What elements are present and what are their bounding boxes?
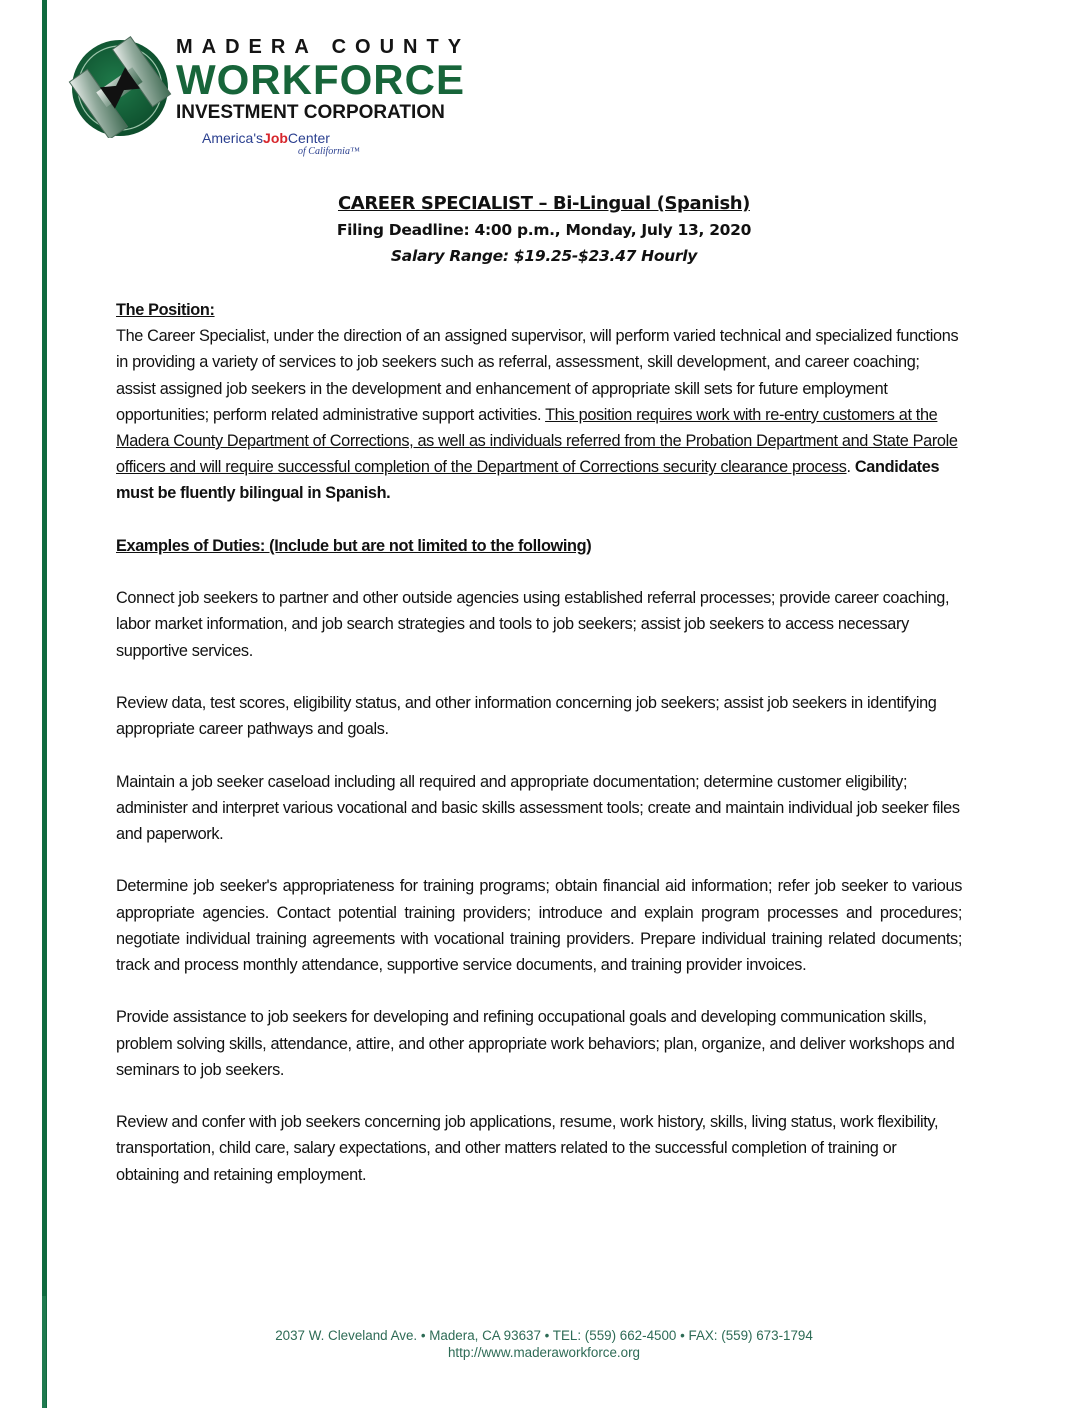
duty-item: Maintain a job seeker caseload including all required and appropriate documentation; determine customer eligibility; administer and interpret various vocational and basic skills assessment tools; create and maintain individual job seeker files and paperwork. (116, 772, 960, 843)
posting-header (0, 191, 1088, 269)
logo-text-madera-county: MADERA COUNTY (176, 36, 471, 58)
logo-text-workforce: WORKFORCE (176, 58, 465, 102)
duty-item: Connect job seekers to partner and other outside agencies using established referral processes; provide career coaching, labor market information, and job search strategies and tools to job seekers; assist job seekers to access necessary supportive services. (116, 589, 950, 660)
americas-job-center-logo (202, 130, 422, 146)
filing-deadline: Filing Deadline: 4:00 p.m., Monday, July 13, 2020 (336, 221, 752, 239)
position-text: The Career Specialist, under the direction of an assigned supervisor, will perform varied technical and specialized functions in providing a variety of services to job seekers such as referral, assessment, skill development, and career coaching; assist assigned job seekers in the development and enhancement of appropriate skill sets for future employment opportunities; perform related administrative support activities. (116, 327, 959, 424)
footer-website-link[interactable]: http://www.maderaworkforce.org (447, 1345, 640, 1360)
bilingual-requirement: Candidates must be fluently bilingual in Spanish. (116, 458, 940, 503)
ajc-prefix: America's (202, 130, 264, 146)
duty-item: Determine job seeker's appropriateness for training programs; obtain financial aid information; refer job seeker to various appropriate agencies. Contact potential training providers; introduce and explain program processes and procedures; negotiate individual training agreements with vocational training providers. Prepare individual training related documents; track and process monthly attendance, supportive service documents, and training provider invoices. (116, 877, 962, 974)
organization-logo (64, 30, 494, 170)
ajc-of-california: of California™ (298, 146, 360, 157)
position-requirement-text: This position requires work with re-entry customers at the Madera County Department of Corrections, as well as individuals referred from the Probation Department and State Parole officers and will require successful completion of the Department of Corrections security clearance process (116, 405, 958, 477)
workforce-emblem-icon (68, 34, 172, 138)
position-paragraph (116, 323, 962, 506)
logo-text-investment-corporation: INVESTMENT CORPORATION (176, 102, 445, 123)
position-heading: The Position: (116, 301, 215, 319)
duties-heading: Examples of Duties: (Include but are not limited to the following) (116, 536, 592, 555)
duty-item: Review and confer with job seekers concerning job applications, resume, work history, skills, living status, work flexibility, transportation, child care, salary expectations, and other matters related to the successful completion of training or obtaining and retaining employment. (116, 1113, 939, 1184)
footer-address: 2037 W. Cleveland Ave. • Madera, CA 93637 • TEL: (559) 662-4500 • FAX: (559) 673-1794 (275, 1328, 813, 1343)
duty-item: Provide assistance to job seekers for developing and refining occupational goals and developing communication skills, problem solving skills, attendance, attire, and other appropriate work behaviors; plan, organize, and deliver workshops and seminars to job seekers. (116, 1008, 955, 1079)
page-footer (0, 1327, 1088, 1361)
salary-range: Salary Range: $19.25-$23.47 Hourly (390, 247, 698, 265)
americas-job-center-block (202, 130, 422, 158)
logo-wordmark (176, 36, 496, 124)
job-description-body (116, 297, 962, 1188)
ajc-job: Job (263, 130, 288, 146)
position-period: . (846, 458, 855, 477)
job-title: CAREER SPECIALIST – Bi-Lingual (Spanish) (337, 193, 750, 214)
duty-item: Review data, test scores, eligibility status, and other information concerning job seekers; assist job seekers in identifying appropriate career pathways and goals. (116, 694, 937, 739)
ajc-suffix: Center (287, 130, 330, 146)
